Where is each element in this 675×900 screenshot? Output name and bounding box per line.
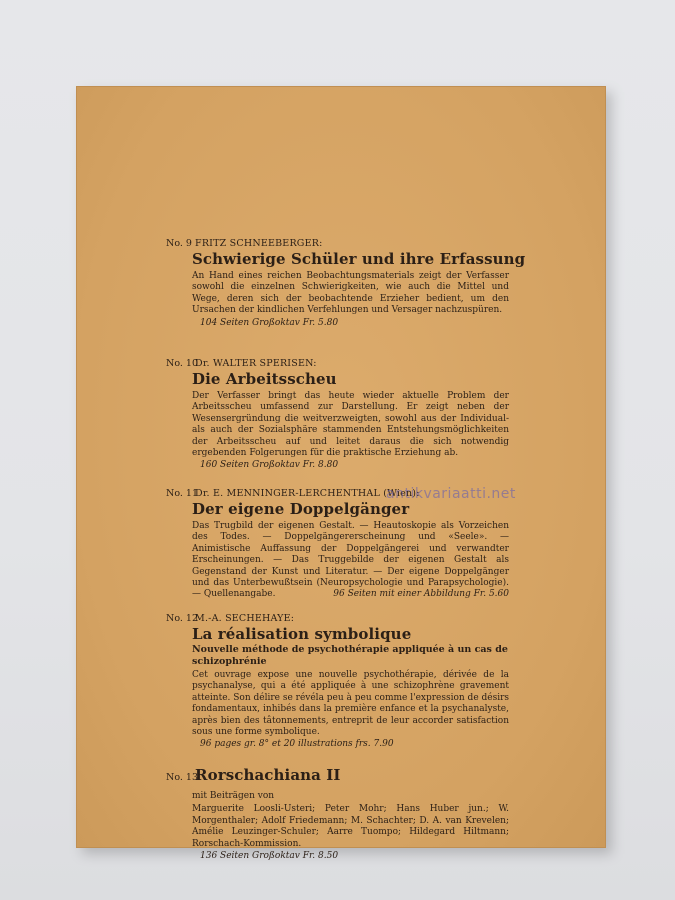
entry-number: No. 11 <box>166 488 198 499</box>
entry-number: No. 10 <box>166 358 198 369</box>
entry-description: Marguerite Loosli-Usteri; Peter Mohr; Hans Huber jun.; W. Morgenthaler; Adolf Friedemann; M. Schachter; D. A. van Krevelen; Amélie Leuzinger-Schuler; Aarre Tuompo; Hildegard Hiltmann; Rorschach-Kommission. <box>192 804 509 849</box>
entry-header <box>166 766 509 785</box>
entry-title: Die Arbeitsscheu <box>192 370 337 388</box>
entry-header <box>166 238 509 250</box>
entry-price-info: 104 Seiten Großoktav Fr. 5.80 <box>200 317 339 328</box>
entry-description: An Hand eines reichen Beobachtungsmaterials zeigt der Verfasser sowohl die einzelnen Schwierigkeiten, wie auch die Mittel und Wege, deren sich der beobachtende Erzieher bedient, um den Ursachen der kindlichen Verfehlungen und Versager nachzuspüren. <box>192 271 509 316</box>
entry-author: Dr. WALTER SPERISEN: <box>195 358 317 369</box>
catalog-entry-12 <box>166 613 509 750</box>
catalog-entry-10 <box>166 358 509 471</box>
entry-subtitle: Nouvelle méthode de psychothérapie appliquée à un cas de schizophrénie <box>192 644 508 667</box>
entry-lead: mit Beiträgen von <box>192 791 275 801</box>
catalog-entry-13 <box>166 766 509 862</box>
entry-title: La réalisation symbolique <box>192 625 412 643</box>
entry-description <box>192 521 509 601</box>
entry-title: Schwierige Schüler und ihre Erfassung <box>192 250 526 268</box>
entry-title: Rorschachiana II <box>195 766 341 784</box>
entry-number: No. 13 <box>166 772 198 783</box>
entry-author: M.-A. SECHEHAYE: <box>195 613 295 624</box>
entry-header <box>166 613 509 625</box>
entry-number: No. 9 <box>166 238 192 249</box>
booklet-back-cover <box>76 86 606 862</box>
catalog-entry-9 <box>166 238 526 329</box>
entry-price-info: 96 pages gr. 8° et 20 illustrations frs. 7.90 <box>200 739 394 750</box>
entry-number: No. 12 <box>166 613 198 624</box>
entry-price-info: 96 Seiten mit einer Abbildung Fr. 5.60 <box>333 589 509 600</box>
entry-description: Der Verfasser bringt das heute wieder aktuelle Problem der Arbeitsscheu umfassend zur Darstellung. Er zeigt neben der Wesensergründung die weitverzweigten, sowohl aus der Individual- als auch der Sozialsphäre stammenden Entstehungsmöglichkeiten der Arbeitsscheu auf und leitet daraus die sich notwendig ergebenden Folgerungen für die praktische Erziehung ab. <box>192 391 509 459</box>
entry-description-text: Das Trugbild der eigenen Gestalt. — Heautoskopie als Vorzeichen des Todes. — Doppelgängererscheinung und «Seele». — Animistische Auffassung der Doppelgängerei und verwandter Erscheinungen. — Das Truggebilde der eigenen Gestalt als Gegenstand der Kunst und Literatur. — Der eigene Doppelgänger und das Unterbewußtsein (Neuropsychologie und Parapsychologie). — Quellenangabe. <box>192 521 509 600</box>
entry-header <box>166 486 516 502</box>
catalog-entry-11 <box>166 486 516 601</box>
entry-price-info: 160 Seiten Großoktav Fr. 8.80 <box>200 460 339 471</box>
entry-author: FRITZ SCHNEEBERGER: <box>195 238 323 249</box>
watermark-text: antikvariaatti.net <box>386 486 516 502</box>
entry-author: Dr. E. MENNINGER-LERCHENTHAL (Wien): <box>195 488 420 499</box>
entry-description: Cet ouvrage expose une nouvelle psychothérapie, dérivée de la psychanalyse, qui a été appliquée à une schizophrène gravement atteinte. Son délire se révéla peu à peu comme l'expression de désirs fondamentaux, inhibés dans la première enfance et la psychanalyste, après bien des tâtonnements, entreprit de leur accorder satisfaction sous une forme symbolique. <box>192 670 510 738</box>
entry-title: Der eigene Doppelgänger <box>192 500 410 518</box>
entry-price-info: 136 Seiten Großoktav Fr. 8.50 <box>200 851 339 862</box>
entry-header <box>166 358 509 370</box>
